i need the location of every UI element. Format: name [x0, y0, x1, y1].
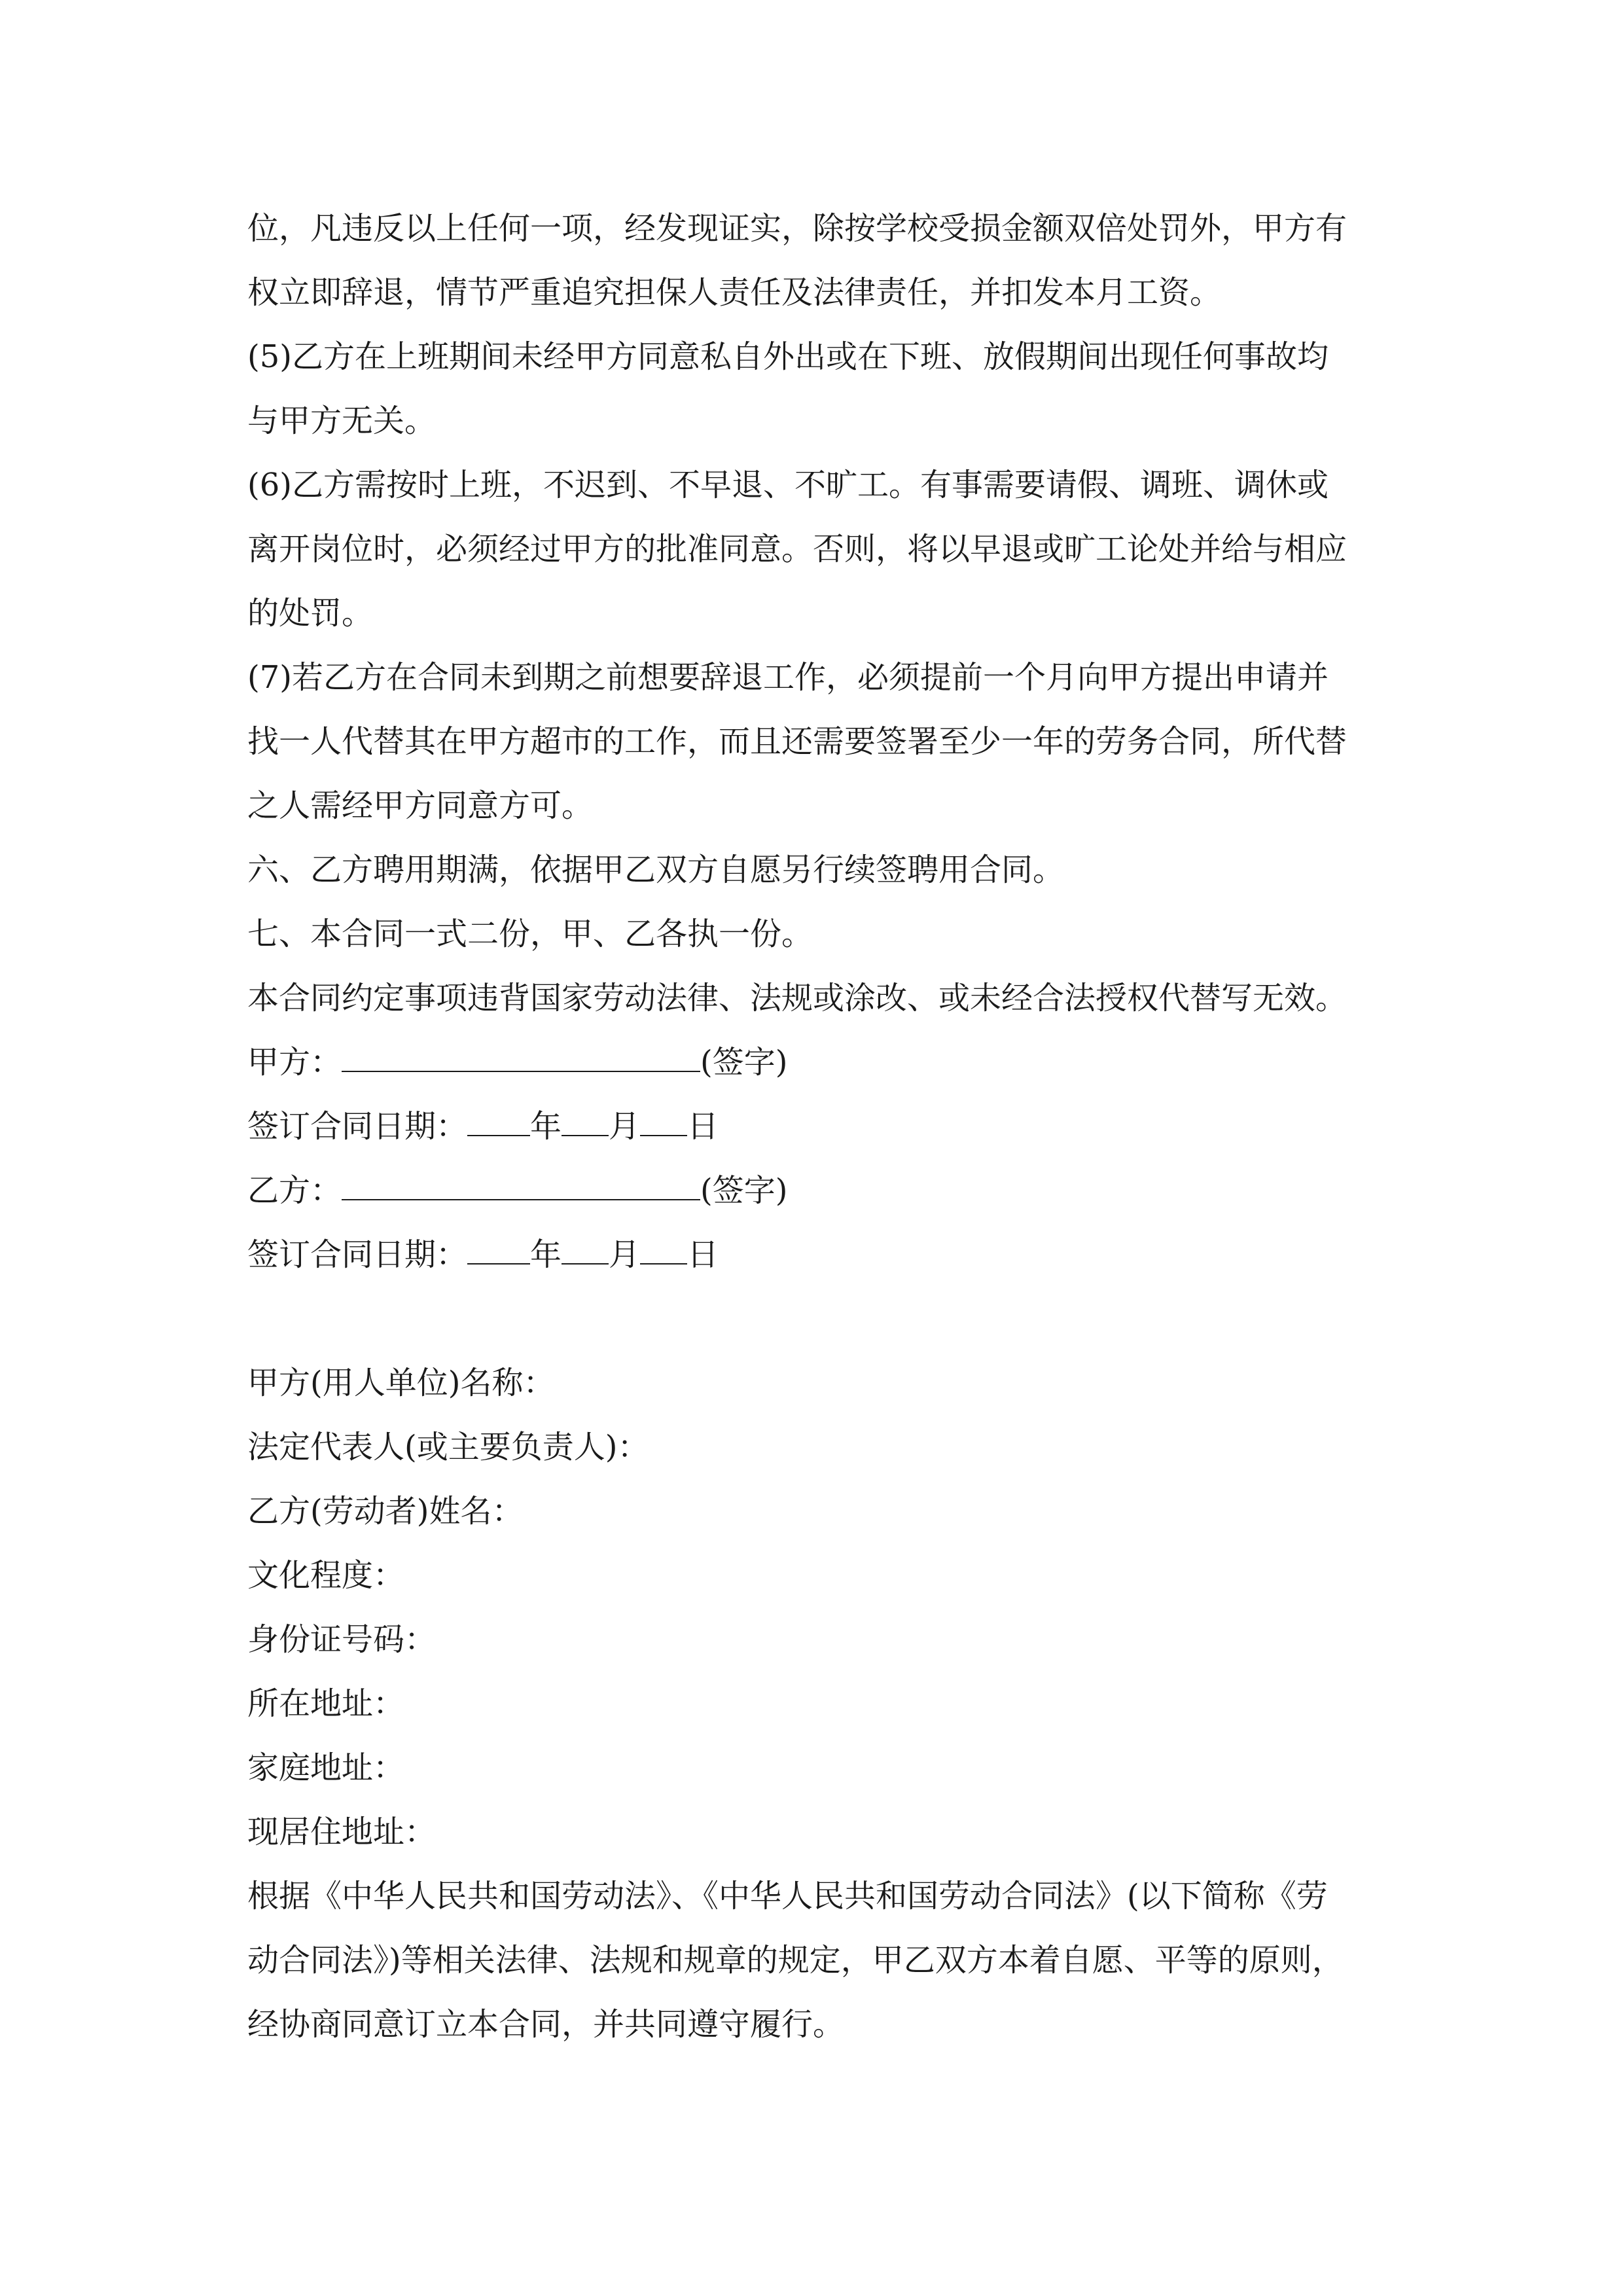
info-field: 法定代表人(或主要负责人)： [247, 1429, 649, 1465]
clause-line: (6)乙方需按时上班，不迟到、不早退、不旷工。有事需要请假、调班、调休或 [247, 467, 1329, 503]
year-label: 年 [530, 1236, 562, 1273]
party-a-label: 甲方： [247, 1044, 342, 1081]
day-label: 日 [687, 1108, 719, 1145]
info-field: 甲方(用人单位)名称： [247, 1365, 555, 1401]
month-field[interactable] [562, 1094, 609, 1136]
day-field[interactable] [640, 1094, 687, 1136]
clause-line: 之人需经甲方同意方可。 [247, 787, 594, 824]
day-label: 日 [687, 1236, 719, 1273]
preamble-line: 经协商同意订立本合同，并共同遵守履行。 [247, 2006, 845, 2043]
info-field: 身份证号码： [247, 1621, 437, 1658]
party-b-signature-field[interactable] [342, 1158, 700, 1200]
month-field[interactable] [562, 1223, 609, 1265]
date-label: 签订合同日期： [247, 1236, 468, 1273]
clause-line: (7)若乙方在合同未到期之前想要辞退工作，必须提前一个月向甲方提出申请并 [247, 659, 1329, 696]
month-label: 月 [609, 1108, 641, 1145]
preamble-line: 动合同法》)等相关法律、法规和规章的规定，甲乙双方本着自愿、平等的原则， [247, 1942, 1344, 1979]
info-field: 家庭地址： [247, 1749, 405, 1786]
document-body [247, 196, 1412, 2056]
party-b-date-line [247, 1223, 1412, 1287]
clause-line: 找一人代替其在甲方超市的工作，而且还需要签署至少一年的劳务合同，所代替 [247, 723, 1347, 760]
info-field: 乙方(劳动者)姓名： [247, 1493, 524, 1530]
date-label: 签订合同日期： [247, 1108, 468, 1145]
day-field[interactable] [640, 1223, 687, 1265]
clause-line: 与甲方无关。 [247, 403, 437, 439]
party-b-signature-line [247, 1158, 1412, 1223]
party-b-label: 乙方： [247, 1172, 342, 1209]
party-a-signature-line [247, 1030, 1412, 1094]
party-a-date-line [247, 1094, 1412, 1158]
clause-line: 位，凡违反以上任何一项，经发现证实，除按学校受损金额双倍处罚外，甲方有 [247, 210, 1347, 247]
info-field: 现居住地址： [247, 1814, 437, 1850]
sign-note: (签字) [700, 1172, 788, 1209]
party-a-signature-field[interactable] [342, 1030, 700, 1072]
sign-note: (签字) [700, 1044, 788, 1081]
section-spacer [247, 1287, 1412, 1351]
year-label: 年 [530, 1108, 562, 1145]
clause-line: 六、乙方聘用期满，依据甲乙双方自愿另行续签聘用合同。 [247, 852, 1065, 888]
clause-line: 离开岗位时，必须经过甲方的批准同意。否则，将以早退或旷工论处并给与相应 [247, 531, 1347, 567]
clause-line: 权立即辞退，情节严重追究担保人责任及法律责任，并扣发本月工资。 [247, 274, 1222, 311]
clause-line: 的处罚。 [247, 595, 374, 632]
year-field[interactable] [467, 1223, 530, 1265]
clause-line: 七、本合同一式二份，甲、乙各执一份。 [247, 916, 813, 952]
info-field: 所在地址： [247, 1685, 405, 1722]
clause-line: (5)乙方在上班期间未经甲方同意私自外出或在下班、放假期间出现任何事故均 [247, 338, 1329, 375]
info-field: 文化程度： [247, 1557, 405, 1594]
clause-line: 本合同约定事项违背国家劳动法律、法规或涂改、或未经合法授权代替写无效。 [247, 980, 1347, 1016]
year-field[interactable] [467, 1094, 530, 1136]
month-label: 月 [609, 1236, 641, 1273]
preamble-line: 根据《中华人民共和国劳动法》、《中华人民共和国劳动合同法》(以下简称《劳 [247, 1878, 1328, 1914]
